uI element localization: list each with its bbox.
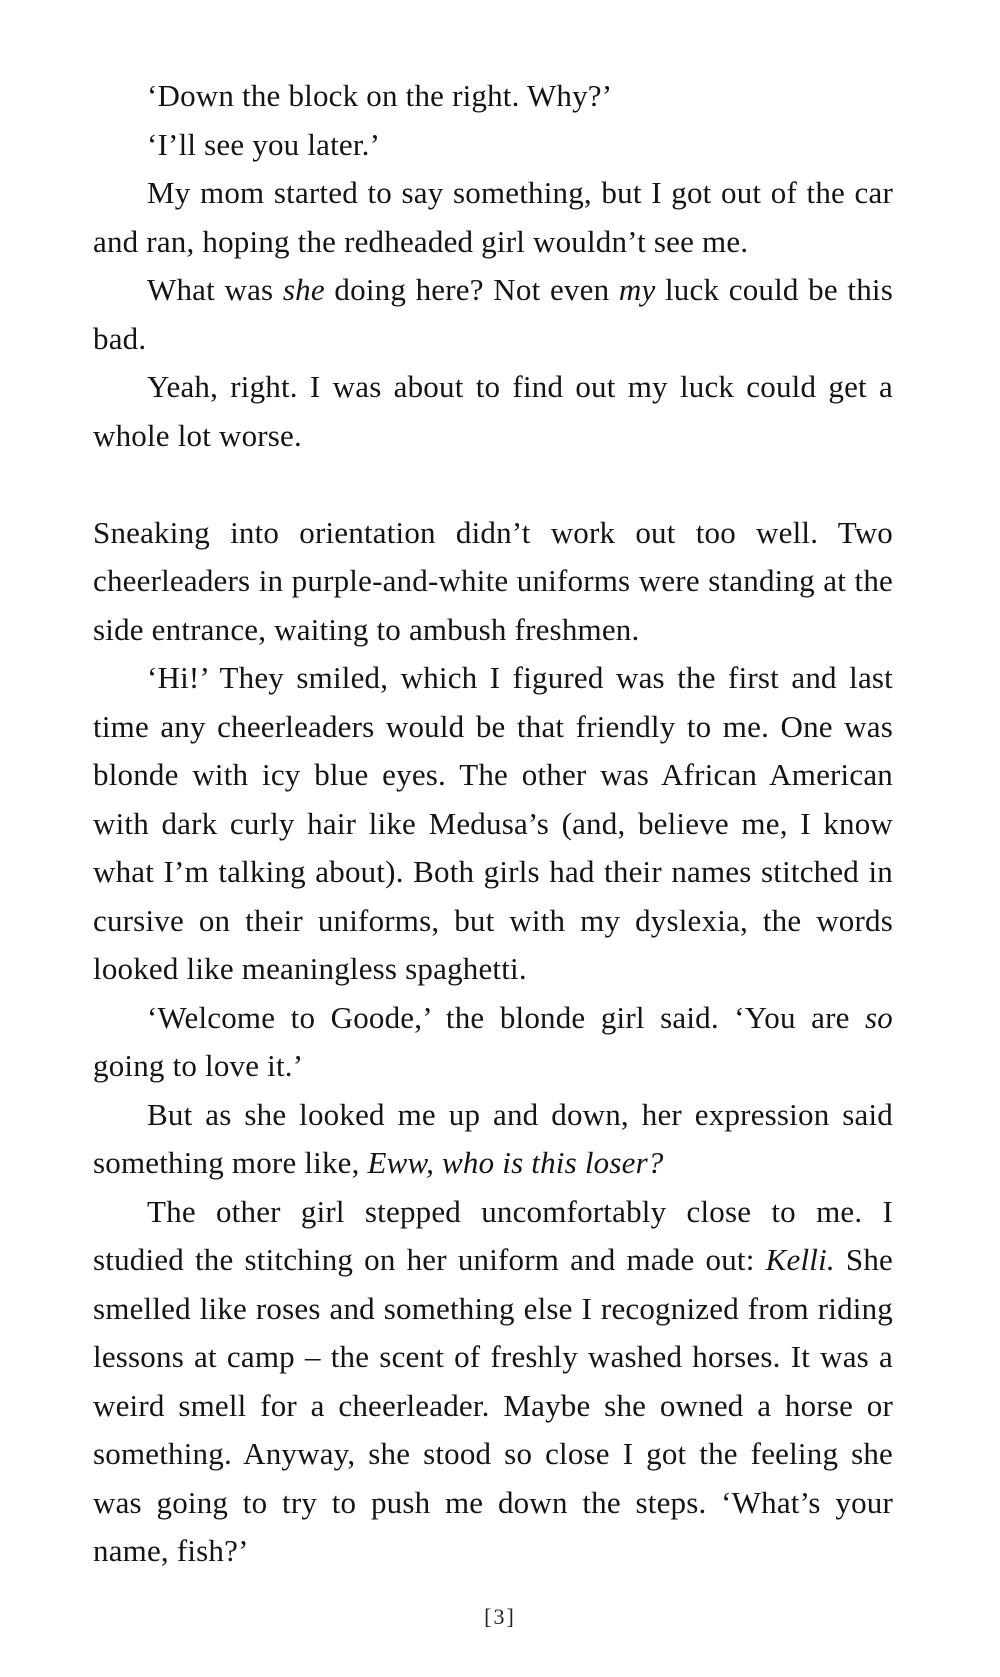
paragraph bbox=[93, 169, 893, 266]
italic-text: she bbox=[282, 272, 325, 307]
paragraph bbox=[93, 72, 893, 121]
text-run: ‘Hi!’ They smiled, which I figured was the first and last time any cheerleaders would be that friendly to me. One was blonde with icy blue eyes. The other was African American with dark curly hair like Medusa’s (and, believe me, I know what I’m talking about). Both girls had their names stitched in cursive on their uniforms, but with my dyslexia, the words looked like meaningless spaghetti. bbox=[93, 660, 893, 986]
text-run: ‘I’ll see you later.’ bbox=[147, 126, 381, 162]
italic-text: so bbox=[865, 999, 893, 1035]
italic-text: my bbox=[618, 272, 656, 307]
section-after-break bbox=[93, 509, 893, 1576]
section-break bbox=[93, 460, 893, 509]
text-run: Sneaking into orientation didn’t work out too well. Two cheerleaders in purple-and-white uniforms were standing at the side entrance, waiting to ambush freshmen. bbox=[93, 514, 893, 647]
text-run: My mom started to say something, but I got out of the car and ran, hoping the redheaded girl wouldn’t see me. bbox=[93, 175, 893, 259]
text-run: The other girl stepped uncomfortably close to me. I studied the stitching on her uniform and made out: bbox=[93, 1193, 893, 1277]
paragraph bbox=[93, 266, 893, 363]
paragraph bbox=[93, 121, 893, 170]
section-before-break bbox=[93, 72, 893, 460]
paragraph bbox=[93, 654, 893, 994]
text-run: doing here? Not even bbox=[324, 272, 619, 307]
text-run: ‘Welcome to Goode,’ the blonde girl said. ‘You are bbox=[147, 999, 866, 1035]
paragraph bbox=[93, 994, 893, 1091]
paragraph bbox=[93, 1188, 893, 1576]
text-run: ‘Down the block on the right. Why?’ bbox=[147, 78, 613, 113]
text-run: luck could be this bad. bbox=[93, 272, 893, 356]
text-run: going to love it.’ bbox=[93, 1048, 304, 1083]
body-text bbox=[93, 72, 893, 1576]
text-run: She smelled like roses and something else I recognized from riding lessons at camp – the scent of freshly washed horses. It was a weird smell for a cheerleader. Maybe she owned a horse or something. Anyway, she stood so close I got the feeling she was going to try to push me down the steps. ‘What’s your name, fish?’ bbox=[93, 1242, 893, 1568]
italic-text: Eww, who is this loser? bbox=[367, 1145, 664, 1180]
text-run: What was bbox=[147, 272, 283, 307]
paragraph bbox=[93, 509, 893, 655]
paragraph bbox=[93, 1091, 893, 1188]
text-run: Yeah, right. I was about to find out my luck could get a whole lot worse. bbox=[93, 369, 893, 453]
italic-text: Kelli. bbox=[765, 1242, 835, 1277]
paragraph bbox=[93, 363, 893, 460]
page-number: [3] bbox=[484, 1604, 516, 1629]
text-run: But as she looked me up and down, her expression said something more like, bbox=[93, 1096, 893, 1180]
